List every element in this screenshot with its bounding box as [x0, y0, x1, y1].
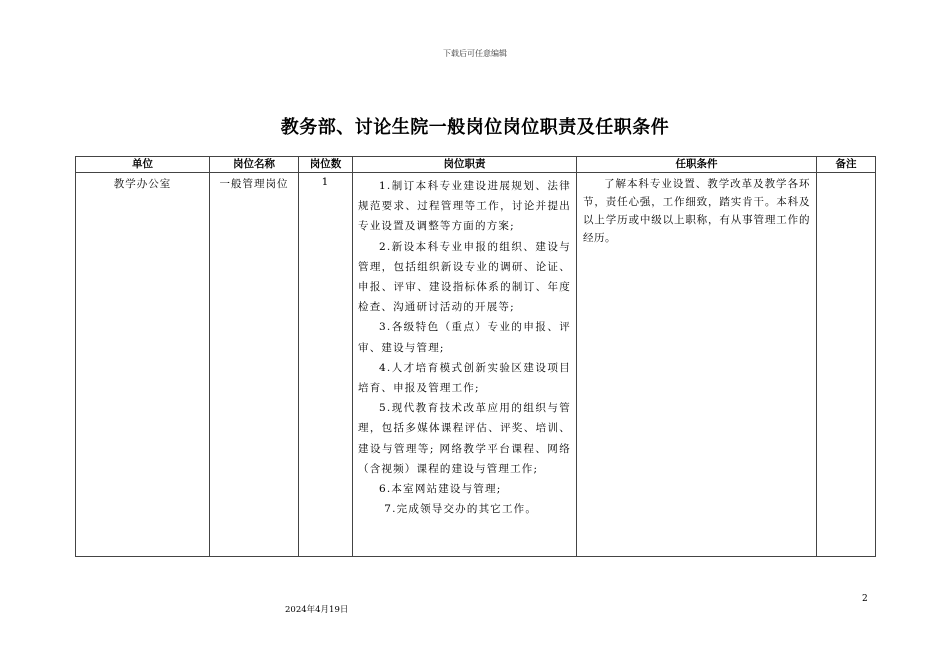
duty-item-6: 6.本室网站建设与管理;	[379, 483, 502, 496]
header-unit: 单位	[76, 157, 210, 173]
header-qualifications: 任职条件	[577, 157, 817, 173]
cell-remarks	[817, 173, 876, 557]
duty-item-4: 4.人才培育模式创新实验区建设项目培育、申报及管理工作;	[358, 361, 571, 395]
duty-item-1: 1.制订本科专业建设进展规划、法律规范要求、过程管理等工作，讨论并提出专业设置及调整等方面的方案;	[358, 180, 571, 233]
document-title: 教务部、讨论生院一般岗位岗位职责及任职条件	[280, 117, 670, 138]
header-position-name: 岗位名称	[210, 157, 299, 173]
qualifications-text: 了解本科专业设置、教学改革及教学各环节，责任心强，工作细致，踏实肯干。本科及以上学历或中级以上职称，有从事管理工作的经历。	[583, 178, 810, 244]
header-remarks: 备注	[817, 157, 876, 173]
footer-date: 2024年4月19日	[285, 605, 349, 615]
job-duties-table	[75, 156, 876, 557]
header-duties: 岗位职责	[353, 157, 577, 173]
header-position-count: 岗位数	[299, 157, 353, 173]
cell-qualifications	[577, 173, 817, 557]
cell-duties	[353, 173, 577, 557]
cell-unit: 教学办公室	[76, 173, 210, 557]
table-row	[76, 173, 876, 557]
page-number: 2	[862, 594, 868, 604]
cell-position-count: 1	[299, 173, 353, 557]
duty-item-5: 5.现代教育技术改革应用的组织与管理，包括多媒体课程评估、评奖、培训、建设与管理等; 网络教学平台课程、网络（含视频）课程的建设与管理工作;	[358, 402, 571, 475]
duty-item-2: 2.新设本科专业申报的组织、建设与管理，包括组织新设专业的调研、论证、申报、评审、建设指标体系的制订、年度检查、沟通研讨活动的开展等;	[358, 240, 571, 314]
cell-position-name: 一般管理岗位	[210, 173, 299, 557]
table-header-row	[76, 157, 876, 173]
duty-item-7: 7.完成领导交办的其它工作。	[384, 503, 538, 516]
duty-item-3: 3.各级特色（重点）专业的申报、评审、建设与管理;	[358, 321, 571, 354]
header-note: 下载后可任意编辑	[443, 49, 507, 58]
